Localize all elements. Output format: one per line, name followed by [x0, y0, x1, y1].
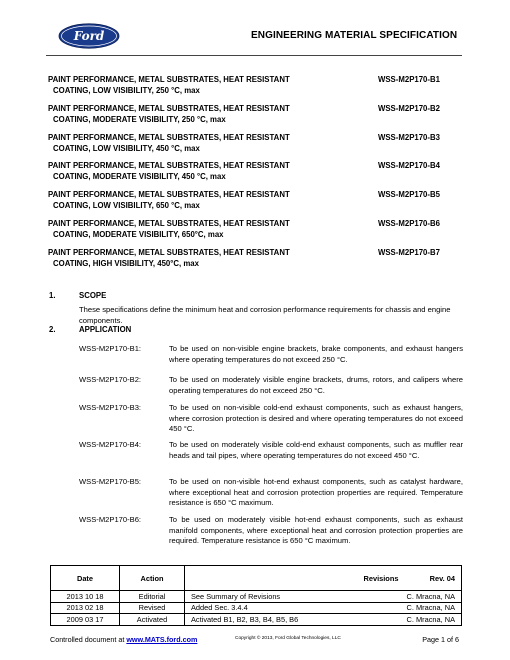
- col-rev-number: Rev. 04: [429, 573, 455, 583]
- spec-title-line2: COATING, LOW VISIBILITY, 450 °C, max: [53, 144, 200, 153]
- spec-title-line1: PAINT PERFORMANCE, METAL SUBSTRATES, HEAT RESISTANT: [48, 248, 290, 257]
- spec-title-line1: PAINT PERFORMANCE, METAL SUBSTRATES, HEAT RESISTANT: [48, 219, 290, 228]
- footer: [50, 635, 462, 644]
- application-description: To be used on moderately visible engine brackets, drums, rotors, and calipers where operating temperatures do not exceed 250 °C.: [169, 375, 463, 395]
- revision-detail: [185, 602, 462, 614]
- scope-heading: SCOPE: [79, 291, 107, 300]
- revision-action: Revised: [120, 602, 185, 614]
- ford-logo-text: Ford: [73, 29, 105, 43]
- application-description: To be used on non-visible engine brackets, brake components, and exhaust hangers where operating temperatures do not exceed 250 °C.: [169, 344, 463, 364]
- spec-code: WSS-M2P170-B7: [378, 248, 440, 257]
- spec-code: WSS-M2P170-B1: [378, 75, 440, 84]
- revision-detail: [185, 591, 462, 603]
- spec-title-line2: COATING, MODERATE VISIBILITY, 250 °C, max: [53, 115, 226, 124]
- spec-code: WSS-M2P170-B3: [378, 133, 440, 142]
- revision-description: Added Sec. 3.4.4: [191, 603, 248, 613]
- spec-title-block: [48, 247, 468, 269]
- spec-title-line1: PAINT PERFORMANCE, METAL SUBSTRATES, HEAT RESISTANT: [48, 104, 290, 113]
- spec-title-block: [48, 218, 468, 240]
- spec-title-line2: COATING, LOW VISIBILITY, 250 °C, max: [53, 86, 200, 95]
- spec-title-line1: PAINT PERFORMANCE, METAL SUBSTRATES, HEAT RESISTANT: [48, 133, 290, 142]
- col-revisions-label: Revisions: [363, 573, 399, 583]
- spec-title-block: [48, 160, 468, 182]
- spec-title-block: [48, 103, 468, 125]
- application-code: WSS-M2P170-B2:: [79, 375, 142, 384]
- spec-code: WSS-M2P170-B6: [378, 219, 440, 228]
- revision-row: [51, 614, 462, 626]
- spec-title-line2: COATING, LOW VISIBILITY, 650 °C, max: [53, 201, 200, 210]
- spec-title-line2: COATING, HIGH VISIBILITY, 450°C, max: [53, 259, 199, 268]
- footer-copyright: Copyright © 2013, Ford Global Technologies, LLC: [235, 636, 341, 641]
- spec-title-line2: COATING, MODERATE VISIBILITY, 450 °C, max: [53, 172, 226, 181]
- spec-title-line1: PAINT PERFORMANCE, METAL SUBSTRATES, HEAT RESISTANT: [48, 161, 290, 170]
- spec-title-block: [48, 74, 468, 96]
- spec-code: WSS-M2P170-B5: [378, 190, 440, 199]
- ford-logo: [58, 23, 120, 49]
- spec-title-block: [48, 189, 468, 211]
- revision-action: Editorial: [120, 591, 185, 603]
- revision-action: Activated: [120, 614, 185, 626]
- col-date: Date: [51, 566, 120, 591]
- revision-author: C. Mracna, NA: [406, 591, 455, 601]
- col-action: Action: [120, 566, 185, 591]
- revision-date: 2013 02 18: [51, 602, 120, 614]
- scope-text: These specifications define the minimum heat and corrosion performance requirements for chassis and engine components.: [79, 305, 451, 325]
- scope-number: 1.: [49, 291, 56, 300]
- revision-row: [51, 602, 462, 614]
- revision-header-row: [51, 566, 462, 591]
- application-description: To be used on moderately visible hot-end exhaust components, such as exhaust manifold components, where exceptional heat and corrosion protection properties are required. Temperature resistance is 650 °C maximum.: [169, 515, 463, 545]
- revision-detail: [185, 614, 462, 626]
- revision-table: [50, 565, 462, 626]
- page-number: Page 1 of 6: [422, 635, 459, 644]
- application-heading: APPLICATION: [79, 325, 132, 334]
- application-code: WSS-M2P170-B3:: [79, 403, 142, 412]
- revision-author: C. Mracna, NA: [406, 603, 455, 613]
- spec-title-line1: PAINT PERFORMANCE, METAL SUBSTRATES, HEAT RESISTANT: [48, 75, 290, 84]
- revision-description: Activated B1, B2, B3, B4, B5, B6: [191, 614, 299, 624]
- application-code: WSS-M2P170-B1:: [79, 344, 142, 353]
- col-revisions: [185, 566, 462, 591]
- document-title: ENGINEERING MATERIAL SPECIFICATION: [251, 30, 458, 41]
- application-code: WSS-M2P170-B5:: [79, 477, 142, 486]
- revision-description: See Summary of Revisions: [191, 591, 281, 601]
- application-description: To be used on non-visible cold-end exhaust components, such as exhaust hangers, where corrosion protection is desired and where operating temperatures do not exceed 450 °C.: [169, 403, 463, 433]
- revision-author: C. Mracna, NA: [406, 614, 455, 624]
- footer-controlled: Controlled document at: [50, 635, 127, 644]
- spec-title-line2: COATING, MODERATE VISIBILITY, 650°C, max: [53, 230, 224, 239]
- application-code: WSS-M2P170-B4:: [79, 440, 142, 449]
- application-description: To be used on moderately visible cold-end exhaust components, such as muffler rear heads and tail pipes, where operating temperatures do not exceed 450 °C.: [169, 440, 463, 460]
- spec-code: WSS-M2P170-B4: [378, 161, 440, 170]
- spec-title-line1: PAINT PERFORMANCE, METAL SUBSTRATES, HEAT RESISTANT: [48, 190, 290, 199]
- application-code: WSS-M2P170-B6:: [79, 515, 142, 524]
- header-divider: [46, 55, 462, 56]
- revision-date: 2009 03 17: [51, 614, 120, 626]
- revision-date: 2013 10 18: [51, 591, 120, 603]
- revision-row: [51, 591, 462, 603]
- application-number: 2.: [49, 325, 56, 334]
- application-description: To be used on non-visible hot-end exhaust components, such as catalyst hardware, where exceptional heat and corrosion protection properties are required. Temperature resistance is 650 °C maximum.: [169, 477, 463, 507]
- mats-link[interactable]: www.MATS.ford.com: [126, 635, 198, 644]
- spec-title-block: [48, 132, 468, 154]
- spec-code: WSS-M2P170-B2: [378, 104, 440, 113]
